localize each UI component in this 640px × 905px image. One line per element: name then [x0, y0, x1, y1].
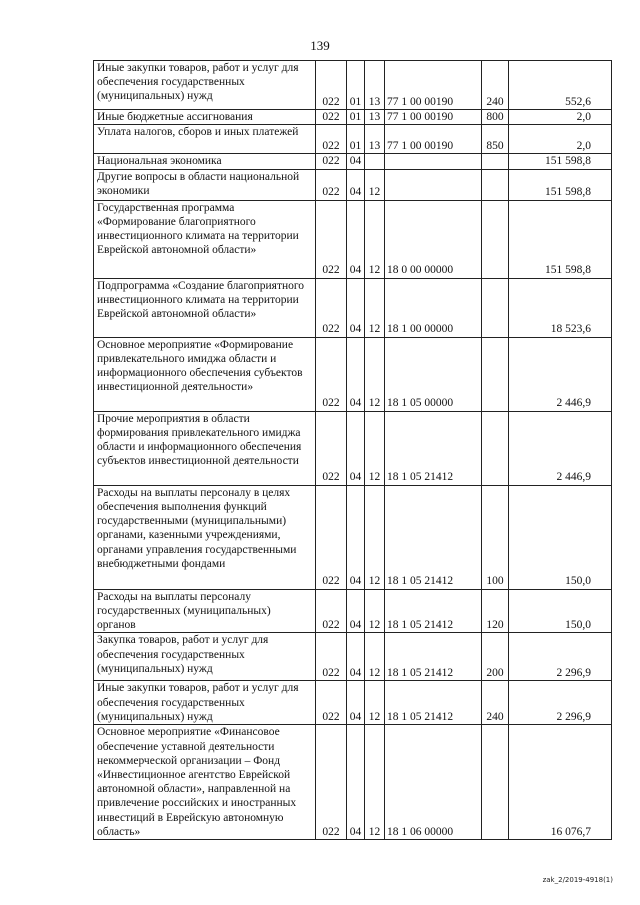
row-section-code: 04	[347, 485, 365, 589]
row-subsection-code: 12	[365, 633, 385, 681]
row-section-code: 04	[347, 200, 365, 278]
table-row	[94, 337, 612, 411]
row-amount: 16 076,7	[509, 725, 612, 840]
footer-document-code: zak_2/2019-4918(1)	[542, 876, 613, 884]
table-row	[94, 278, 612, 337]
row-name: Основное мероприятие «Формирование привлекательного имиджа области и информационного обеспечения субъектов инвестиционной деятельности»	[94, 337, 316, 411]
row-program-code: 77 1 00 00190	[385, 61, 482, 110]
row-subsection-code: 13	[365, 61, 385, 110]
row-subsection-code	[365, 154, 385, 169]
table-row	[94, 200, 612, 278]
row-amount: 18 523,6	[509, 278, 612, 337]
row-name: Иные бюджетные ассигнования	[94, 110, 316, 125]
budget-table	[93, 60, 612, 840]
row-name: Расходы на выплаты персоналу государственных (муниципальных) органов	[94, 589, 316, 633]
row-name: Другие вопросы в области национальной экономики	[94, 169, 316, 200]
row-name: Расходы на выплаты персоналу в целях обеспечения выполнения функций государственными (муниципальными) органами, казенными учреждениями, органами управления государственными внебюджетными фондами	[94, 485, 316, 589]
row-expense-type-code: 800	[482, 110, 509, 125]
row-ministry-code: 022	[316, 154, 347, 169]
row-section-code: 04	[347, 725, 365, 840]
row-ministry-code: 022	[316, 485, 347, 589]
row-expense-type-code	[482, 411, 509, 485]
row-program-code: 77 1 00 00190	[385, 125, 482, 154]
row-program-code: 18 1 00 00000	[385, 278, 482, 337]
row-amount: 2 296,9	[509, 681, 612, 725]
row-ministry-code: 022	[316, 633, 347, 681]
row-amount: 2,0	[509, 125, 612, 154]
row-amount: 552,6	[509, 61, 612, 110]
row-subsection-code: 12	[365, 589, 385, 633]
row-amount: 2,0	[509, 110, 612, 125]
row-ministry-code: 022	[316, 681, 347, 725]
row-section-code: 04	[347, 411, 365, 485]
row-amount: 151 598,8	[509, 169, 612, 200]
row-amount: 151 598,8	[509, 200, 612, 278]
row-ministry-code: 022	[316, 169, 347, 200]
row-name: Прочие мероприятия в области формирования привлекательного имиджа области и информационного обеспечения субъектов инвестиционной деятельности	[94, 411, 316, 485]
row-program-code: 18 1 05 00000	[385, 337, 482, 411]
table-row	[94, 725, 612, 840]
row-program-code: 18 1 06 00000	[385, 725, 482, 840]
row-expense-type-code	[482, 337, 509, 411]
table-row	[94, 485, 612, 589]
row-expense-type-code: 240	[482, 681, 509, 725]
row-expense-type-code	[482, 169, 509, 200]
row-expense-type-code: 850	[482, 125, 509, 154]
row-name: Иные закупки товаров, работ и услуг для обеспечения государственных (муниципальных) нужд	[94, 61, 316, 110]
table-row	[94, 169, 612, 200]
row-subsection-code: 12	[365, 278, 385, 337]
row-section-code: 04	[347, 589, 365, 633]
row-name: Основное мероприятие «Финансовое обеспечение уставной деятельности некоммерческой организации – Фонд «Инвестиционное агентство Еврейской автономной области», направленной на привлечение российских и иностранных инвестиций в Еврейскую автономную область»	[94, 725, 316, 840]
row-program-code: 18 1 05 21412	[385, 485, 482, 589]
row-section-code: 04	[347, 633, 365, 681]
row-program-code: 18 1 05 21412	[385, 681, 482, 725]
row-amount: 150,0	[509, 589, 612, 633]
row-subsection-code: 12	[365, 485, 385, 589]
row-subsection-code: 13	[365, 125, 385, 154]
row-ministry-code: 022	[316, 337, 347, 411]
row-expense-type-code	[482, 200, 509, 278]
row-subsection-code: 12	[365, 200, 385, 278]
row-amount: 150,0	[509, 485, 612, 589]
row-name: Подпрограмма «Создание благоприятного инвестиционного климата на территории Еврейской автономной области»	[94, 278, 316, 337]
row-ministry-code: 022	[316, 411, 347, 485]
row-program-code: 77 1 00 00190	[385, 110, 482, 125]
row-program-code	[385, 169, 482, 200]
row-ministry-code: 022	[316, 61, 347, 110]
row-amount: 2 296,9	[509, 633, 612, 681]
table-row	[94, 681, 612, 725]
row-amount: 2 446,9	[509, 337, 612, 411]
table-row	[94, 633, 612, 681]
row-ministry-code: 022	[316, 278, 347, 337]
row-subsection-code: 12	[365, 725, 385, 840]
row-program-code: 18 1 05 21412	[385, 633, 482, 681]
table-row	[94, 589, 612, 633]
row-section-code: 04	[347, 681, 365, 725]
row-subsection-code: 12	[365, 337, 385, 411]
row-name: Уплата налогов, сборов и иных платежей	[94, 125, 316, 154]
row-section-code: 01	[347, 125, 365, 154]
row-subsection-code: 13	[365, 110, 385, 125]
row-expense-type-code: 120	[482, 589, 509, 633]
row-section-code: 01	[347, 61, 365, 110]
row-program-code: 18 0 00 00000	[385, 200, 482, 278]
row-ministry-code: 022	[316, 125, 347, 154]
row-program-code: 18 1 05 21412	[385, 411, 482, 485]
row-expense-type-code	[482, 725, 509, 840]
table-row	[94, 125, 612, 154]
row-program-code: 18 1 05 21412	[385, 589, 482, 633]
row-name: Национальная экономика	[94, 154, 316, 169]
budget-table-body	[94, 61, 612, 840]
row-expense-type-code: 240	[482, 61, 509, 110]
row-amount: 2 446,9	[509, 411, 612, 485]
row-expense-type-code	[482, 154, 509, 169]
row-subsection-code: 12	[365, 411, 385, 485]
page-number: 139	[310, 38, 330, 53]
row-ministry-code: 022	[316, 200, 347, 278]
row-section-code: 04	[347, 169, 365, 200]
row-expense-type-code: 100	[482, 485, 509, 589]
row-subsection-code: 12	[365, 681, 385, 725]
row-section-code: 04	[347, 154, 365, 169]
row-name: Государственная программа «Формирование благоприятного инвестиционного климата на территории Еврейской автономной области»	[94, 200, 316, 278]
table-row	[94, 110, 612, 125]
table-row	[94, 411, 612, 485]
row-expense-type-code	[482, 278, 509, 337]
row-section-code: 04	[347, 278, 365, 337]
row-amount: 151 598,8	[509, 154, 612, 169]
row-expense-type-code: 200	[482, 633, 509, 681]
row-ministry-code: 022	[316, 725, 347, 840]
table-row	[94, 61, 612, 110]
row-section-code: 04	[347, 337, 365, 411]
row-name: Иные закупки товаров, работ и услуг для обеспечения государственных (муниципальных) нужд	[94, 681, 316, 725]
row-name: Закупка товаров, работ и услуг для обеспечения государственных (муниципальных) нужд	[94, 633, 316, 681]
row-ministry-code: 022	[316, 110, 347, 125]
row-ministry-code: 022	[316, 589, 347, 633]
row-program-code	[385, 154, 482, 169]
row-section-code: 01	[347, 110, 365, 125]
table-row	[94, 154, 612, 169]
row-subsection-code: 12	[365, 169, 385, 200]
